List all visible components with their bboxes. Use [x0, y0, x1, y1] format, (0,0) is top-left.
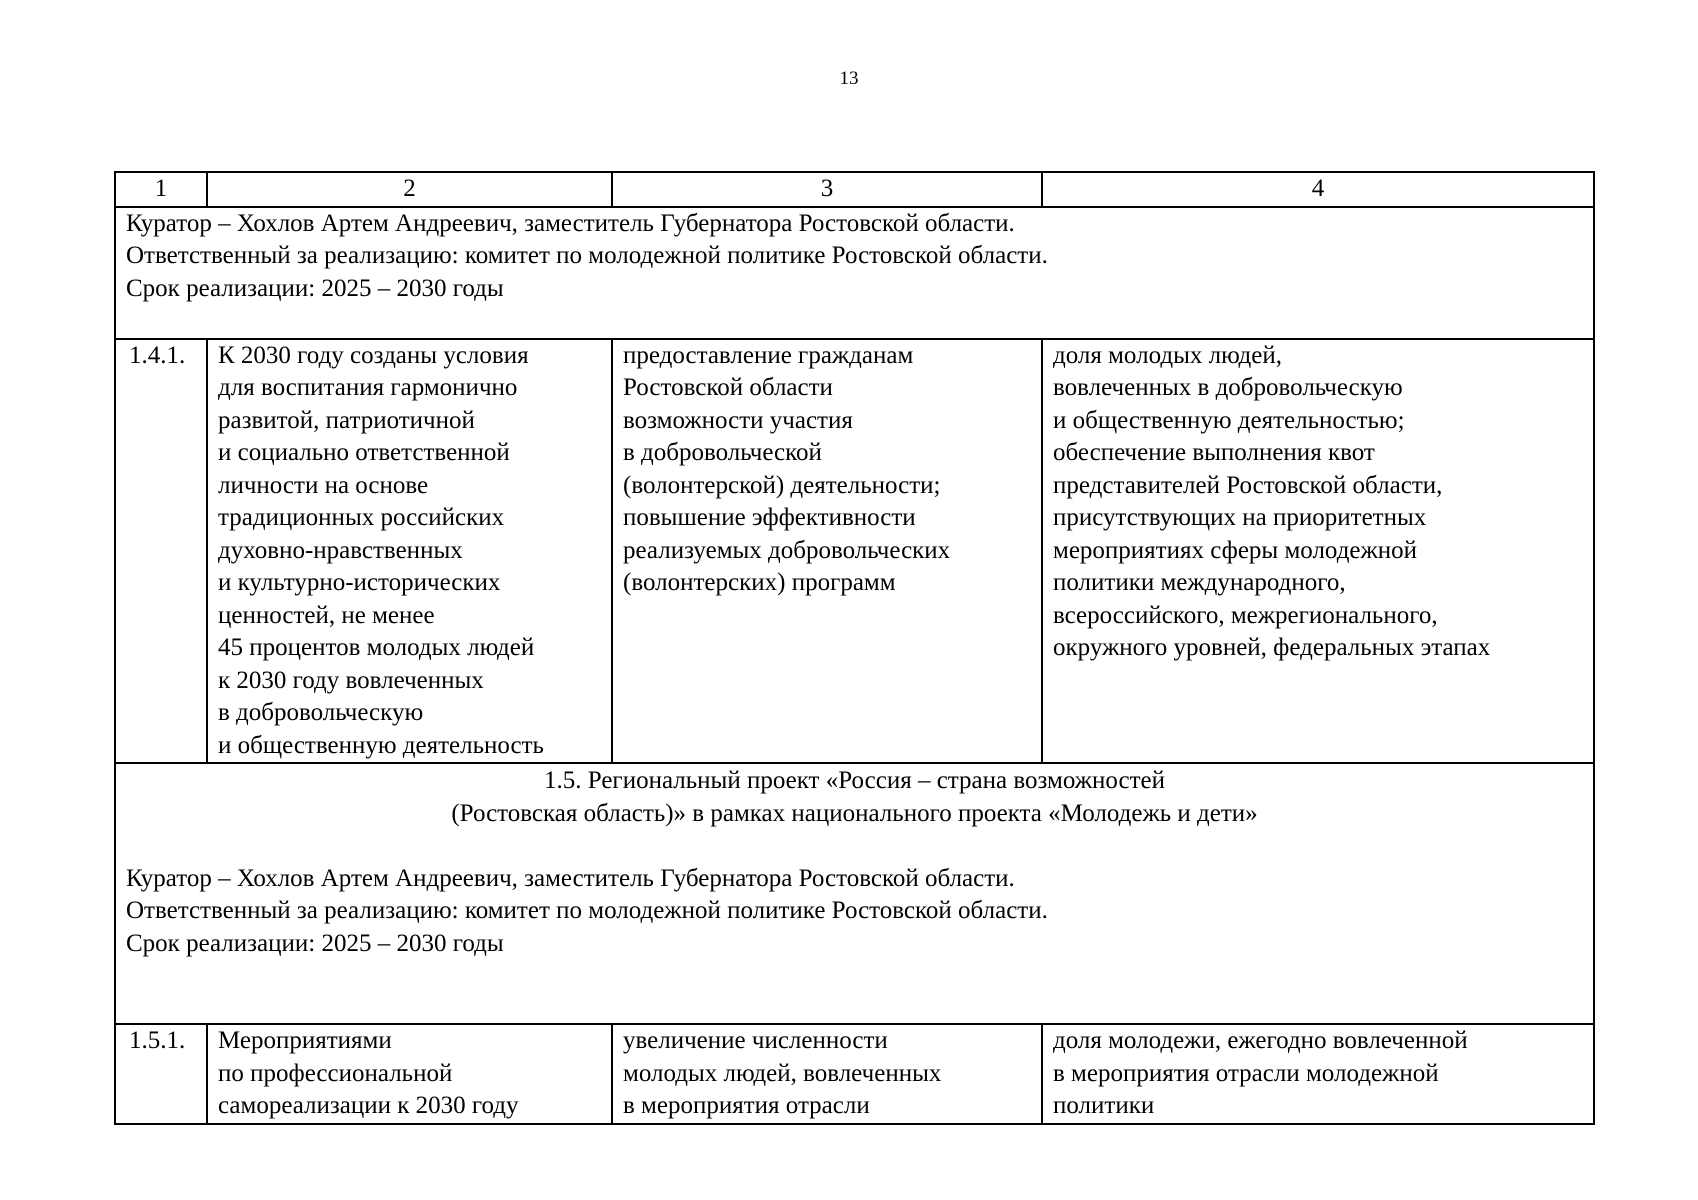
indicator-cell: доля молодых людей, вовлеченных в добровольческую и общественную деятельностью; обеспечение выполнения квот представителей Ростовской области, присутствующих на приоритетных мероприятиях сферы молодежной политики международного, всероссийского, межрегионального, окружного уровней, федеральных этапах [1042, 339, 1594, 764]
section-info: Куратор – Хохлов Артем Андреевич, заместитель Губернатора Ростовской области. Ответственный за реализацию: комитет по молодежной политике Ростовской области. Срок реализации: 2025 – 2030 годы [126, 864, 1048, 957]
table-row [115, 339, 1594, 764]
column-number: 3 [612, 172, 1042, 207]
section-header-row [115, 763, 1594, 1024]
project-title: 1.5. Региональный проект «Россия – страна возможностей (Ростовская область)» в рамках национального проекта «Молодежь и дети» [451, 767, 1258, 827]
column-number: 4 [1042, 172, 1594, 207]
table-row [115, 1024, 1594, 1124]
column-number-row [115, 172, 1594, 207]
row-number: 1.4.1. [115, 339, 207, 764]
task-cell: Мероприятиями по профессиональной самореализации к 2030 году [207, 1024, 612, 1124]
column-number: 2 [207, 172, 612, 207]
effect-cell: предоставление гражданам Ростовской области возможности участия в добровольческой (волонтерской) деятельности; повышение эффективности реализуемых добровольческих (волонтерских) программ [612, 339, 1042, 764]
indicator-cell: доля молодежи, ежегодно вовлеченной в мероприятия отрасли молодежной политики [1042, 1024, 1594, 1124]
row-number: 1.5.1. [115, 1024, 207, 1124]
section-header [115, 763, 1594, 1024]
project-table [114, 171, 1595, 1125]
page-number: 13 [839, 68, 859, 89]
column-number: 1 [115, 172, 207, 207]
task-cell: К 2030 году созданы условия для воспитания гармонично развитой, патриотичной и социально ответственной личности на основе традиционных российских духовно-нравственных и культурно-исторических ценностей, не менее 45 процентов молодых людей к 2030 году вовлеченных в добровольческую и общественную деятельность [207, 339, 612, 764]
section-info: Куратор – Хохлов Артем Андреевич, заместитель Губернатора Ростовской области. Ответственный за реализацию: комитет по молодежной политике Ростовской области. Срок реализации: 2025 – 2030 годы [115, 207, 1594, 339]
section-info-row [115, 207, 1594, 339]
effect-cell: увеличение численности молодых людей, вовлеченных в мероприятия отрасли [612, 1024, 1042, 1124]
